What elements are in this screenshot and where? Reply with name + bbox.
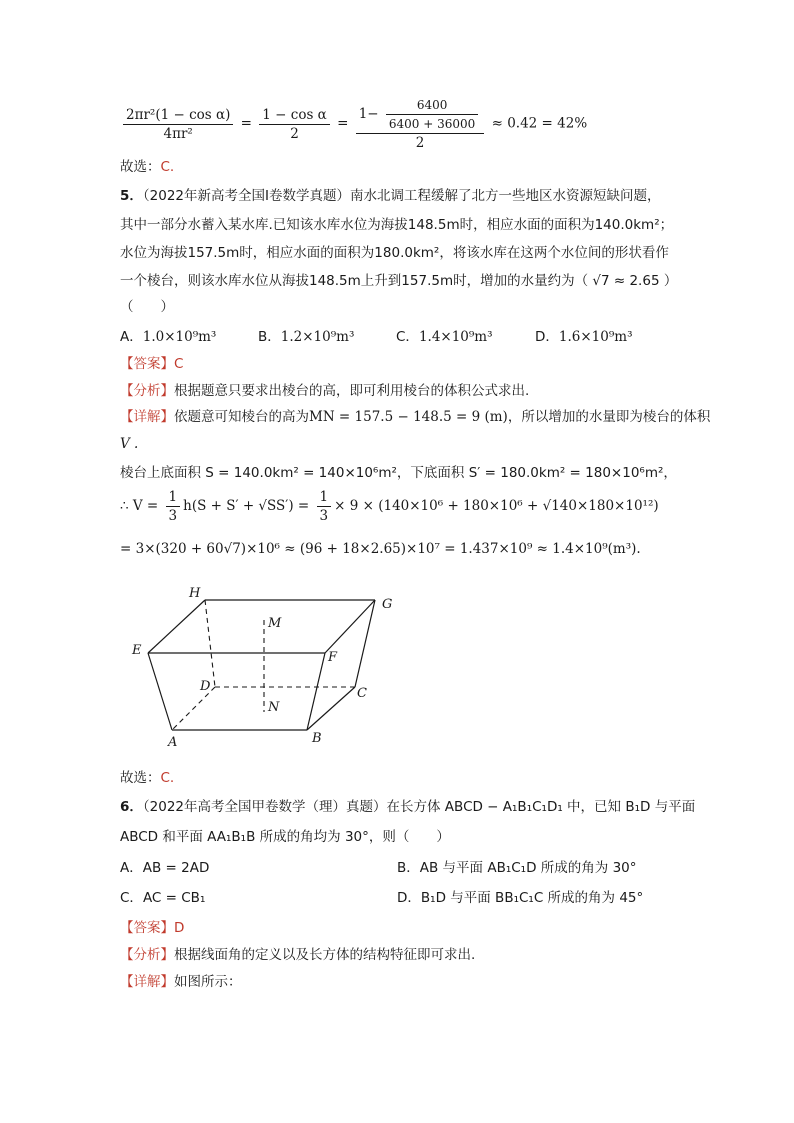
q5-option-c: C．1.4×10⁹m³	[396, 329, 493, 345]
vertex-label-d: D	[200, 679, 211, 694]
q6-detail: 【详解】如图所示：	[120, 974, 242, 990]
vertex-label-b: B	[312, 731, 322, 746]
vertex-label-h: H	[189, 586, 201, 601]
q6-line-1: 6．（2022年高考全国甲卷数学（理）真题）在长方体 ABCD − A₁B₁C₁D₁ 中，已知 B₁D 与平面	[120, 799, 696, 815]
formula-fraction-3: 1− $\frac{6400}{6400 + 36000}$ 2	[356, 96, 485, 152]
q5-option-a: A．1.0×10⁹m³	[120, 329, 217, 345]
q5-volume-line-1: ∴ V = $\frac{1}{3}$ h(S + S′ + √SS′) = $\frac{1}{3}$ × 9 × (140×10⁶ + 180×10⁶ + √140×180×10¹²)	[120, 489, 659, 524]
vertex-label-a: A	[168, 735, 178, 750]
q6-option-b: B．AB 与平面 AB₁C₁D 所成的角为 30°	[397, 860, 637, 876]
q5-line-4: 一个棱台，则该水库水位从海拔148.5m上升到157.5m时，增加的水量约为（ √7 ≈ 2.65 ）	[120, 273, 678, 289]
q5-line-2: 其中一部分水蓄入某水库.已知该水库水位为海拔148.5m时，相应水面的面积为140.0km²；	[120, 217, 674, 233]
q5-choice: 故选：C.	[120, 770, 175, 786]
vertex-label-c: C	[357, 686, 367, 701]
q6-analysis: 【分析】根据线面角的定义以及长方体的结构特征即可求出.	[120, 947, 476, 963]
q5-line-5: （ ）	[120, 299, 174, 315]
q5-area-line: 棱台上底面积 S = 140.0km² = 140×10⁶m²，下底面积 S′ = 180.0km² = 180×10⁶m²，	[120, 465, 677, 481]
point-label-m: M	[268, 616, 282, 631]
q6-option-a: A．AB = 2AD	[120, 860, 210, 876]
q5-option-d: D．1.6×10⁹m³	[535, 329, 633, 345]
q6-option-d: D．B₁D 与平面 BB₁C₁C 所成的角为 45°	[397, 890, 644, 906]
q5-option-b: B．1.2×10⁹m³	[258, 329, 355, 345]
q5-answer: 【答案】C	[120, 356, 184, 372]
q5-detail: 【详解】依题意可知棱台的高为MN = 157.5 − 148.5 = 9 (m)，所以增加的水量即为棱台的体积	[120, 409, 711, 425]
vertex-label-e: E	[132, 643, 142, 658]
formula-fraction-2: $\frac{\text{1 − cos α}}{2}$	[259, 106, 330, 143]
q6-answer: 【答案】D	[120, 920, 185, 936]
point-label-n: N	[268, 700, 280, 715]
formula-fraction-1: $\frac{\text{2πr²(1 − cos α)}}{\text{4πr²}}$	[123, 106, 233, 143]
vertex-label-f: F	[328, 650, 338, 665]
q6-option-c: C．AC = CB₁	[120, 890, 206, 906]
q5-analysis: 【分析】根据题意只要求出棱台的高，即可利用棱台的体积公式求出.	[120, 383, 530, 399]
q5-detail-line-2: V .	[120, 436, 139, 452]
q5-volume-line-2: = 3×(320 + 60√7)×10⁶ ≈ (96 + 18×2.65)×10⁷ = 1.437×10⁹ ≈ 1.4×10⁹(m³).	[120, 541, 641, 557]
q4-choice: 故选：C.	[120, 159, 175, 175]
vertex-label-g: G	[382, 597, 393, 612]
top-formula: $\frac{\text{2πr²(1 − cos α)}}{\text{4πr²}}$ = $\frac{\text{1 − cos α}}{2}$ = 1− $\frac{6400}{6400 + 36000}$ 2 ≈ 0.42 = 42%	[120, 96, 587, 152]
q5-line-3: 水位为海拔157.5m时，相应水面的面积为180.0km²，将该水库在这两个水位间的形状看作	[120, 245, 669, 261]
frustum-figure	[0, 580, 794, 760]
q5-line-1: 5．（2022年新高考全国I卷数学真题）南水北调工程缓解了北方一些地区水资源短缺问题，	[120, 188, 661, 204]
q6-line-2: ABCD 和平面 AA₁B₁B 所成的角均为 30°，则（ ）	[120, 829, 450, 845]
